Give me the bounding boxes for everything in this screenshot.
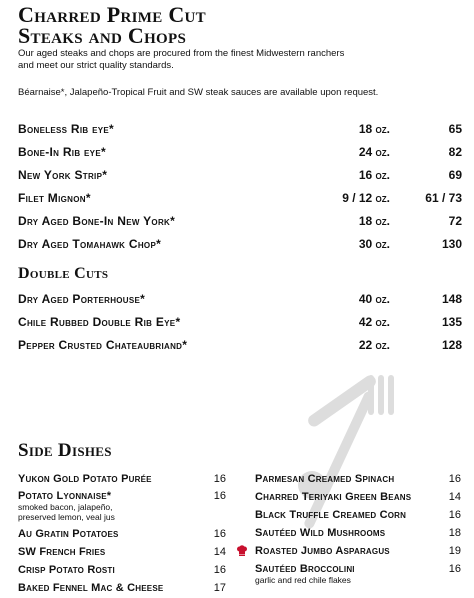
item-size: 40 oz.: [358, 292, 390, 306]
menu-item: [18, 213, 462, 229]
item-price: 61 / 73: [425, 191, 462, 205]
side-price: 16: [213, 528, 226, 540]
side-name: Roasted Jumbo Asparagus: [255, 545, 390, 557]
side-name: Sautéed Wild Mushrooms: [255, 527, 386, 539]
side-name: Potato Lyonnaise*: [18, 490, 112, 502]
item-price: 72: [448, 214, 462, 228]
item-name: Dry Aged Bone-In New York*: [18, 214, 176, 228]
menu-title-line-1: Charred Prime Cut: [18, 2, 206, 27]
item-name: Bone-In Rib eye*: [18, 145, 106, 159]
side-price: 16: [448, 473, 461, 485]
item-size: 18 oz.: [358, 122, 390, 136]
item-size: 9 / 12 oz.: [342, 191, 390, 205]
item-price: 148: [441, 292, 462, 306]
item-name: Filet Mignon*: [18, 191, 91, 205]
side-name: Baked Fennel Mac & Cheese: [18, 582, 164, 594]
menu-title-line-2: Steaks and Chops: [18, 23, 187, 48]
item-size: 18 oz.: [358, 214, 390, 228]
side-name: Parmesan Creamed Spinach: [255, 473, 395, 485]
intro-line-2: and meet our strict quality standards.: [18, 60, 174, 71]
item-size: 22 oz.: [358, 338, 390, 352]
intro-line-1: Our aged steaks and chops are procured from the finest Midwestern ranchers: [18, 48, 345, 59]
double-cuts-title: Double Cuts: [18, 265, 109, 282]
menu-item: [18, 291, 462, 307]
item-name: Dry Aged Porterhouse*: [18, 292, 146, 306]
side-name: Crisp Potato Rosti: [18, 564, 115, 576]
item-size: 24 oz.: [358, 145, 390, 159]
side-price: 14: [448, 491, 461, 503]
side-price: 16: [448, 563, 461, 575]
menu-item: [18, 337, 462, 353]
item-name: Chile Rubbed Double Rib Eye*: [18, 315, 181, 329]
side-description-line-1: smoked bacon, jalapeño,: [18, 502, 113, 512]
item-price: 128: [441, 338, 462, 352]
side-name: Charred Teriyaki Green Beans: [255, 491, 412, 503]
side-name: Sautéed Broccolini: [255, 563, 355, 575]
side-dishes-title: Side Dishes: [18, 440, 112, 461]
side-description-line-2: preserved lemon, veal jus: [18, 512, 115, 522]
side-description: garlic and red chile flakes: [255, 575, 351, 585]
menu-item: [18, 236, 462, 252]
side-name: Yukon Gold Potato Purée: [18, 473, 152, 485]
item-name: Dry Aged Tomahawk Chop*: [18, 237, 162, 251]
item-size: 30 oz.: [358, 237, 390, 251]
side-price: 16: [213, 473, 226, 485]
side-price: 18: [448, 527, 461, 539]
sauce-note: Béarnaise*, Jalapeño-Tropical Fruit and SW steak sauces are available upon request.: [18, 87, 379, 98]
item-size: 16 oz.: [358, 168, 390, 182]
item-name: New York Strip*: [18, 168, 108, 182]
side-name: SW French Fries: [18, 546, 106, 558]
item-name: Pepper Crusted Chateaubriand*: [18, 338, 188, 352]
item-price: 130: [441, 237, 462, 251]
side-price: 16: [448, 509, 461, 521]
menu-item: [18, 144, 462, 160]
item-price: 65: [448, 122, 462, 136]
side-price: 16: [213, 490, 226, 502]
item-price: 82: [448, 145, 462, 159]
side-description: [18, 502, 115, 522]
side-price: 16: [213, 564, 226, 576]
side-price: 14: [213, 546, 226, 558]
side-price: 19: [448, 545, 461, 557]
menu-item: [18, 314, 462, 330]
item-size: 42 oz.: [358, 315, 390, 329]
menu-title: [18, 4, 206, 46]
side-name: Au Gratin Potatoes: [18, 528, 119, 540]
menu-item: [18, 190, 462, 206]
menu-item: [18, 167, 462, 183]
item-price: 69: [448, 168, 462, 182]
side-price: 17: [213, 582, 226, 594]
intro-text: [18, 48, 344, 72]
menu-item: [18, 121, 462, 137]
item-name: Boneless Rib eye*: [18, 122, 115, 136]
chef-hat-icon: [236, 545, 248, 557]
item-price: 135: [441, 315, 462, 329]
side-name: Black Truffle Creamed Corn: [255, 509, 407, 521]
